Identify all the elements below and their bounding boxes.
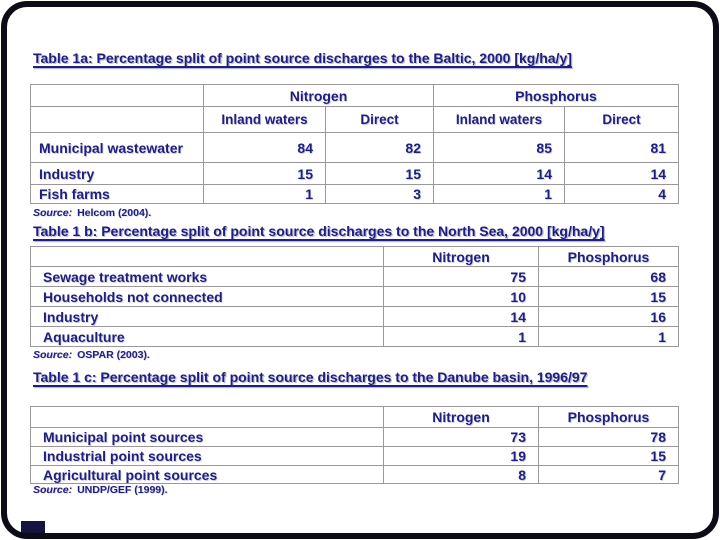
row-label: Sewage treatment works [31,267,384,287]
bottom-left-marker [21,521,45,534]
value-cell: 1 [434,185,565,204]
col-header-phosphorus: Phosphorus [539,407,679,428]
row-label: Municipal wastewater [31,133,204,163]
row-label: Households not connected [31,287,384,307]
value-cell: 73 [384,428,539,447]
value-cell: 16 [539,307,679,327]
table-row [31,428,679,447]
value-cell: 15 [539,447,679,466]
col-header-nitrogen: Nitrogen [384,407,539,428]
value-cell: 4 [565,185,679,204]
row-label: Municipal point sources [31,428,384,447]
source-1b [33,349,150,361]
source-label: Source: [33,484,73,496]
value-cell: 8 [384,466,539,484]
row-label: Industry [31,307,384,327]
value-cell: 19 [384,447,539,466]
table-1b-title: Table 1 b: Percentage split of point source discharges to the North Sea, 2000 [kg/ha/y] [33,223,605,239]
value-cell: 14 [384,307,539,327]
value-cell: 14 [565,163,679,185]
value-cell: 15 [326,163,434,185]
table-row [31,407,679,428]
table-1a-baltic [30,84,679,204]
table-row [31,466,679,484]
sub-header-inland-waters-n: Inland waters [204,107,326,133]
table-row [31,247,679,267]
value-cell: 1 [539,327,679,347]
value-cell: 85 [434,133,565,163]
table-row [31,185,679,204]
value-cell: 10 [384,287,539,307]
source-1c [33,484,168,496]
sub-header-direct-n: Direct [326,107,434,133]
table-row [31,107,679,133]
table-row [31,163,679,185]
row-label: Industry [31,163,204,185]
corner-cell [31,407,384,428]
sub-header-direct-p: Direct [565,107,679,133]
col-header-nitrogen: Nitrogen [384,247,539,267]
source-text: UNDP/GEF (1999). [77,484,168,496]
value-cell: 3 [326,185,434,204]
value-cell: 78 [539,428,679,447]
corner-cell [31,85,204,107]
table-row [31,267,679,287]
value-cell: 75 [384,267,539,287]
value-cell: 1 [384,327,539,347]
row-label: Agricultural point sources [31,466,384,484]
corner-cell [31,247,384,267]
table-row [31,287,679,307]
table-1a-title: Table 1a: Percentage split of point source discharges to the Baltic, 2000 [kg/ha/y] [33,50,572,66]
col-group-phosphorus: Phosphorus [434,85,679,107]
value-cell: 15 [539,287,679,307]
col-header-phosphorus: Phosphorus [539,247,679,267]
source-text: Helcom (2004). [77,207,152,219]
corner-cell [31,107,204,133]
row-label: Industrial point sources [31,447,384,466]
table-row [31,307,679,327]
value-cell: 1 [204,185,326,204]
table-1b-north-sea [30,246,679,347]
value-cell: 68 [539,267,679,287]
row-label: Aquaculture [31,327,384,347]
value-cell: 84 [204,133,326,163]
table-row [31,327,679,347]
value-cell: 7 [539,466,679,484]
table-row [31,447,679,466]
col-group-nitrogen: Nitrogen [204,85,434,107]
source-label: Source: [33,349,73,361]
value-cell: 14 [434,163,565,185]
table-row [31,85,679,107]
source-text: OSPAR (2003). [77,349,150,361]
source-1a [33,207,151,219]
value-cell: 81 [565,133,679,163]
table-row [31,133,679,163]
table-1c-title: Table 1 c: Percentage split of point source discharges to the Danube basin, 1996/97 [33,369,588,385]
value-cell: 15 [204,163,326,185]
source-label: Source: [33,207,73,219]
table-1c-danube [30,406,679,484]
sub-header-inland-waters-p: Inland waters [434,107,565,133]
value-cell: 82 [326,133,434,163]
row-label: Fish farms [31,185,204,204]
